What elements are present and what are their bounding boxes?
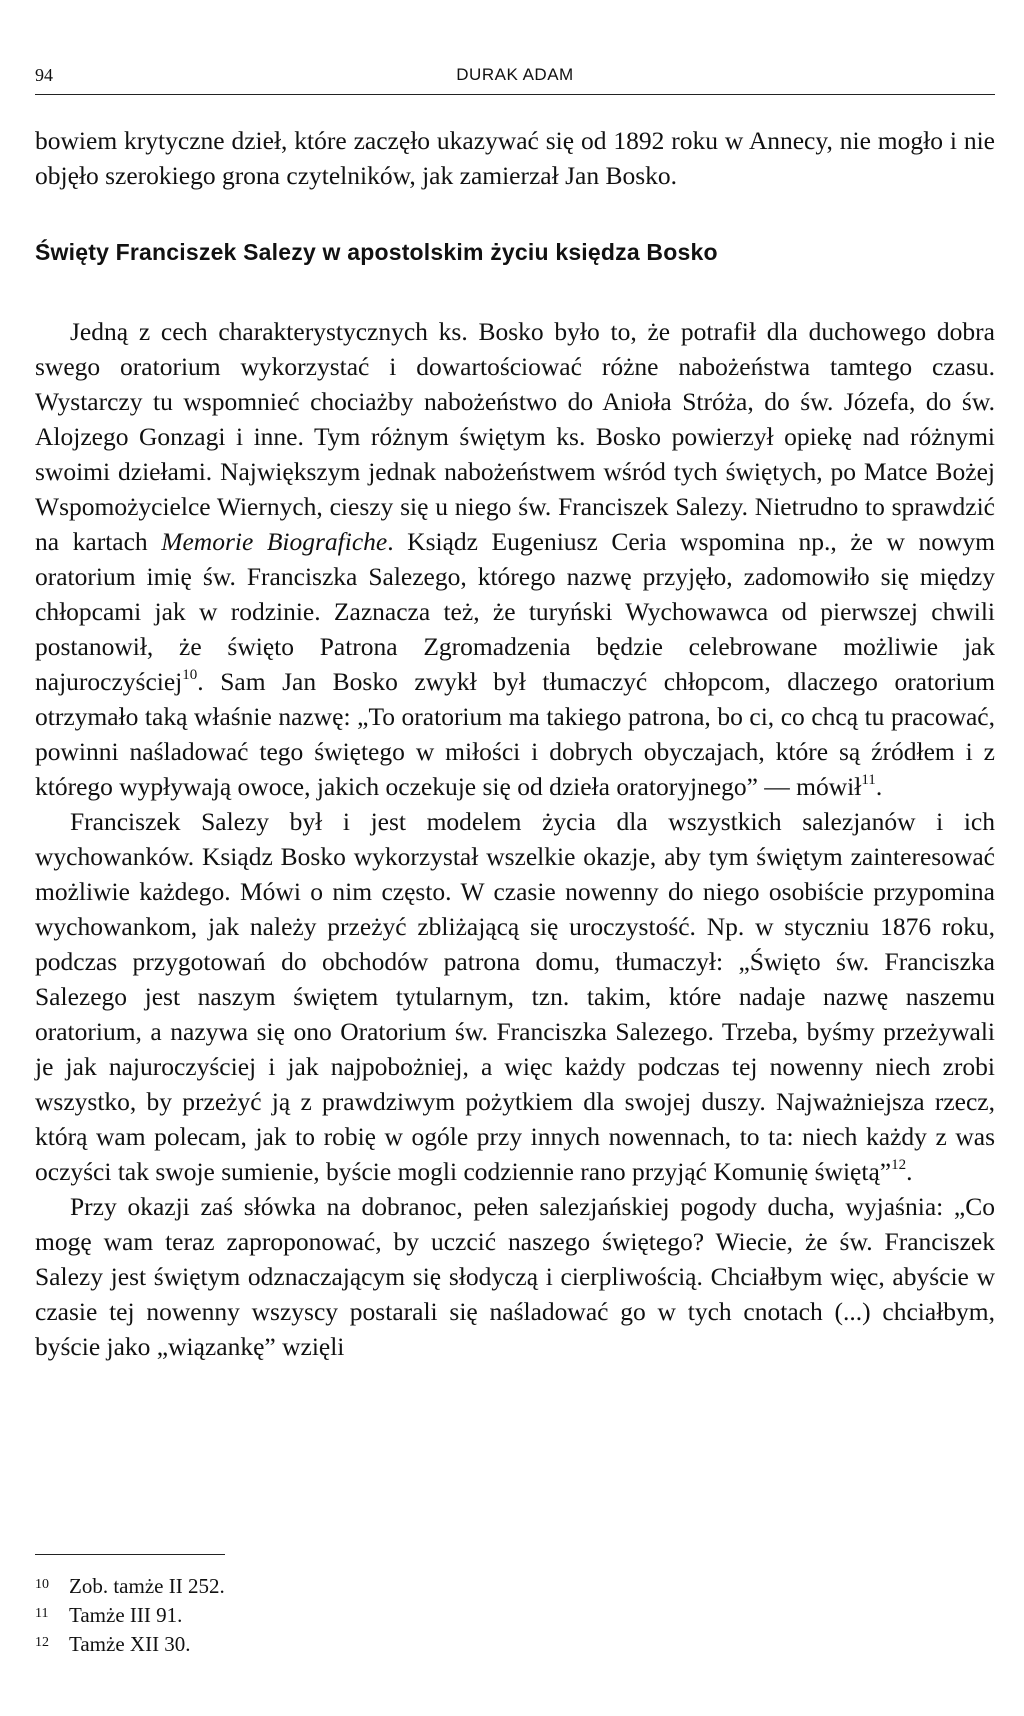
paragraph-3-text-b: . <box>906 1157 913 1186</box>
running-head <box>35 60 995 90</box>
section-title: Święty Franciszek Salezy w apostolskim życiu księdza Bosko <box>35 239 718 265</box>
footnote-rule <box>35 1554 225 1555</box>
footnote-ref-10[interactable]: 10 <box>182 667 198 683</box>
footnote-text: Tamże III 91. <box>69 1603 183 1627</box>
paragraph-2-text-a: Jedną z cech charakterystycznych ks. Bosko było to, że potrafił dla duchowego dobra swego oratorium wykorzystać i dowartościować różne nabożeństwa tamtego czasu. Wystarczy tu wspomnieć chociażby nabożeństwo do Anioła Stróża, do św. Józefa, do św. Alojzego Gonzagi i inne. Tym różnym świętym ks. Bosko powierzył opiekę nad różnymi swoimi dziełami. Największym jednak nabożeństwem wśród tych świętych, po Matce Bożej Wspomożycielce Wiernych, cieszy się u niego św. Franciszek Salezy. Nietrudno to sprawdzić na kartach <box>35 317 995 556</box>
footnote-number: 10 <box>35 1577 49 1592</box>
paragraph-2 <box>35 314 995 804</box>
footnote-11 <box>35 1601 995 1630</box>
running-title: DURAK ADAM <box>456 65 574 84</box>
footnote-number: 11 <box>35 1606 49 1621</box>
paragraph-2-text-b: . Ksiądz Eugeniusz Ceria wspomina np., że w nowym oratorium imię św. Franciszka Salezego, którego nazwę przyjęło, zadomowiło się między chłopcami jak w rodzinie. Zaznacza też, że turyński Wychowawca od pierwszej chwili postanowił, że święto Patrona Zgromadzenia będzie celebrowane możliwie jak najuroczyściej <box>35 527 995 696</box>
paragraph-2-text-d: . <box>875 772 883 801</box>
footnote-ref-12[interactable]: 12 <box>891 1157 907 1173</box>
body-text <box>35 123 995 1364</box>
paragraph-3-text-a: Franciszek Salezy był i jest modelem życia dla wszystkich salezjanów i ich wychowanków. Ksiądz Bosko wykorzystał wszelkie okazje, aby tym świętym zainteresować możliwie każdego. Mówi o nim często. W czasie nowenny do niego osobiście przypomina wychowankom, jak należy przeżyć zbliżającą się uroczystość. Np. w styczniu 1876 roku, podczas przygotowań do obchodów patrona domu, tłumaczył: „Święto św. Franciszka Salezego jest naszym świętem tytularnym, tzn. takim, które nadaje nazwę naszemu oratorium, a nazywa się ono Oratorium św. Franciszka Salezego. Trzeba, byśmy przeżywali je jak najuroczyściej i jak najpobożniej, a więc każdy podczas tej nowenny niech zrobi wszystko, by przeżyć ją z prawdziwym pożytkiem dla swojej duszy. Najważniejsza rzecz, którą wam polecam, jak to robię w ogóle przy innych nowennach, to ta: niech każdy z was oczyści tak swoje sumienie, byście mogli codziennie rano przyjąć Komunię świętą” <box>35 807 995 1186</box>
header-rule <box>35 94 995 95</box>
paragraph-4: Przy okazji zaś słówka na dobranoc, pełen salezjańskiej pogody ducha, wyjaśnia: „Co mogę wam teraz zaproponować, by uczcić naszego świętego? Wiecie, że św. Franciszek Salezy jest świętym odznaczającym się słodyczą i cierpliwością. Chciałbym więc, abyście w czasie tej nowenny wszyscy postarali się naśladować go w tych cnotach (...) chciałbym, byście jako „wiązankę” wzięli <box>35 1192 995 1361</box>
footnote-text: Tamże XII 30. <box>69 1632 191 1656</box>
paragraph-3 <box>35 804 995 1189</box>
footnote-12 <box>35 1630 995 1659</box>
footnotes <box>35 1572 995 1659</box>
footnote-ref-11[interactable]: 11 <box>861 772 876 788</box>
paragraph-1: bowiem krytyczne dzieł, które zaczęło ukazywać się od 1892 roku w Annecy, nie mogło i nie objęło szerokiego grona czytelników, jak zamierzał Jan Bosko. <box>35 126 995 190</box>
italic-title: Memorie Biografiche <box>161 527 388 556</box>
paragraph-2-text-c: . Sam Jan Bosko zwykł był tłumaczyć chłopcom, dlaczego oratorium otrzymało taką właśnie nazwę: „To oratorium ma takiego patrona, bo ci, co chcą tu pracować, powinni naśladować tego świętego w miłości i dobrych obyczajach, które są źródłem i z którego wypływają owoce, jakich oczekuje się od dzieła oratoryjnego” — mówił <box>35 667 995 801</box>
page-number: 94 <box>35 65 53 85</box>
footnote-number: 12 <box>35 1635 49 1650</box>
footnote-text: Zob. tamże II 252. <box>69 1574 225 1598</box>
footnote-10 <box>35 1572 995 1601</box>
